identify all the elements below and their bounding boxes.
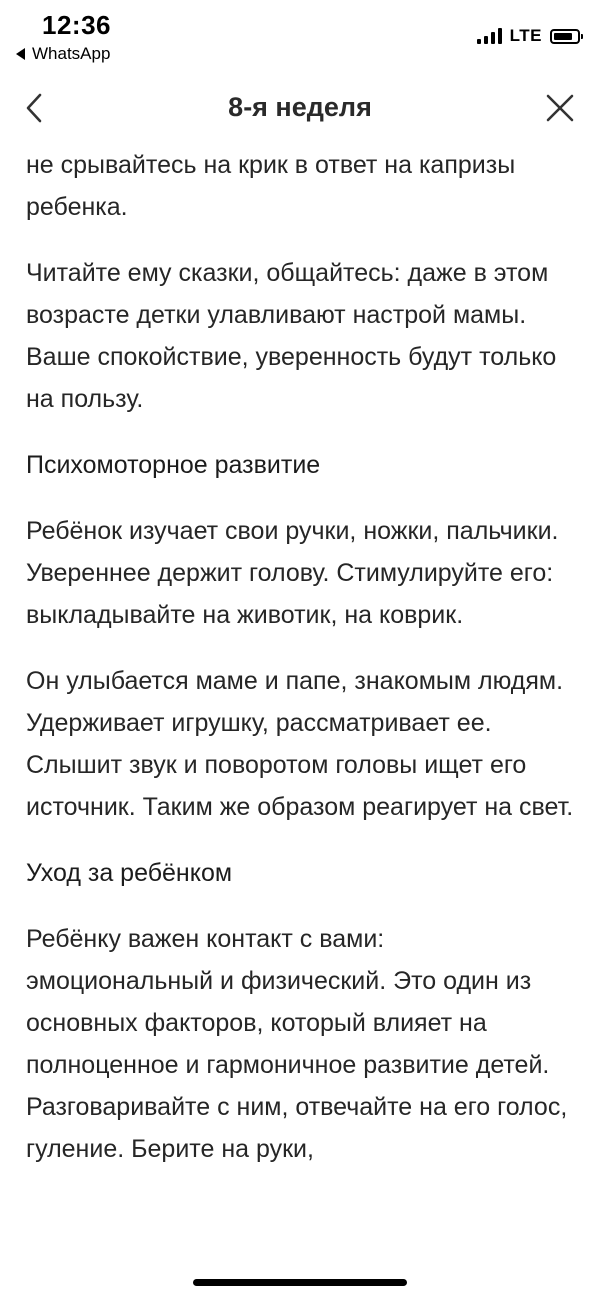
back-to-app-link[interactable] (16, 44, 110, 64)
nav-bar (0, 80, 600, 140)
paragraph: Ребёнок изучает свои ручки, ножки, пальчики. Увереннее держит голову. Стимулируйте его: выкладывайте на животик, на коврик. (26, 517, 559, 629)
back-app-label: WhatsApp (32, 44, 111, 63)
signal-icon (477, 28, 502, 44)
section-heading: Психомоторное развитие (26, 451, 321, 479)
section-heading: Уход за ребёнком (26, 859, 233, 887)
paragraph: не срывайтесь на крик в ответ на капризы ребенка. (26, 151, 516, 221)
home-indicator[interactable] (193, 1279, 407, 1286)
battery-fill (554, 33, 572, 40)
battery-icon (550, 29, 580, 44)
network-type: LTE (509, 26, 542, 45)
paragraph: Читайте ему сказки, общайтесь: даже в этом возрасте детки улавливают настрой мамы. Ваше спокойствие, уверенность будут только на пользу. (26, 259, 557, 413)
paragraph: Ребёнку важен контакт с вами: эмоциональный и физический. Это один из основных факторов, который влияет на полноценное и гармоничное развитие детей. Разговаривайте с ним, отвечайте на его голос, гуление. Берите на руки, (26, 925, 568, 1163)
status-time: 12:36 (42, 10, 111, 40)
close-icon[interactable] (542, 90, 578, 126)
article-content (26, 144, 578, 1170)
status-indicators (477, 26, 580, 46)
page-title: 8-я неделя (228, 92, 372, 122)
paragraph: Он улыбается маме и папе, знакомым людям. Удерживает игрушку, рассматривает ее. Слышит звук и поворотом головы ищет его источник. Таким же образом реагирует на свет. (26, 667, 574, 821)
status-bar (0, 0, 600, 72)
back-triangle-icon (16, 48, 25, 60)
